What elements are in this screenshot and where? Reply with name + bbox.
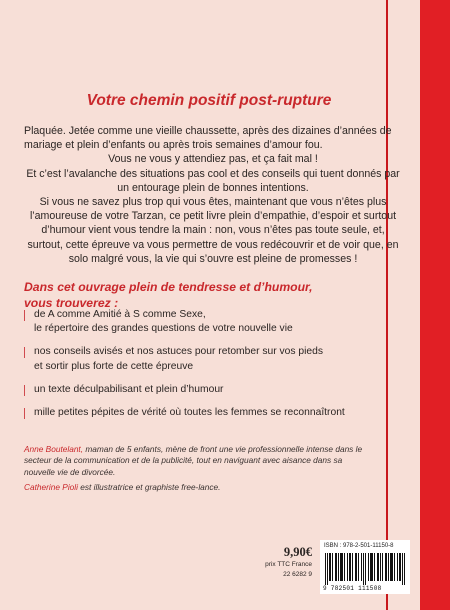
price-note: prix TTC France [265,561,312,568]
intro-paragraph-4: Si vous ne savez plus trop qui vous êtes, maintenant que vous n’êtes plus l’amoureuse de votre Tarzan, ce petit livre plein d’empathie, d’espoir et surtout d’humour vient vous tendre la main : non, vous n’êtes pas toute seule, et, surtout, cette épreuve va vous permettre de vous redécouvrir et de voir que, en solo malgré vous, la vie qui s’ouvre est pleine de promesses ! [27,196,399,265]
barcode-digits: 9 782501 111508 [323,585,382,592]
red-spine [420,0,450,610]
illustrator-bio [24,482,364,493]
section-subtitle [24,279,384,311]
author-name: Anne Boutelant, [24,444,84,454]
subtitle-line-2: vous trouverez : [24,296,119,310]
illustrator-name: Catherine Pioli [24,482,78,493]
intro-paragraph-3: Et c’est l’avalanche des situations pas cool et des conseils qui tuent donnés par un entourage plein de bonnes intentions. [26,167,400,194]
barcode-icon [324,553,406,585]
subtitle-line-1: Dans cet ouvrage plein de tendresse et d’humour, [24,280,313,294]
list-item-line: et sortir plus forte de cette épreuve [34,360,194,372]
isbn-label: ISBN : 978-2-501-11150-8 [324,543,394,549]
author-bio-text: maman de 5 enfants, mène de front une vie professionnelle intense dans le secteur de la communication et de la publicité, tout en naviguant avec aisance dans sa nouvelle vie de divorcée. [24,444,363,477]
barcode-box [320,540,410,594]
list-item-line: mille petites pépites de vérité où toutes les femmes se reconnaîtront [34,407,345,419]
intro-text [24,124,402,266]
list-item-line: nos conseils avisés et nos astuces pour retomber sur vos pieds [34,346,324,358]
product-reference: 22 6282 9 [283,571,312,578]
feature-list [24,308,402,429]
author-bios [24,444,364,498]
list-item [24,345,402,373]
list-item-line: un texte déculpabilisant et plein d’humour [34,383,224,395]
list-item-line: le répertoire des grandes questions de votre nouvelle vie [34,323,293,335]
page-title: Votre chemin positif post-rupture [86,92,332,109]
price: 9,90€ [283,545,312,559]
illustrator-bio-text: est illustratrice et graphiste free-lance. [77,482,221,493]
intro-paragraph-1: Plaquée. Jetée comme une vieille chaussette, après des dizaines d’années de mariage et plein d’enfants ou après trois semaines d’amour fou. [24,125,392,152]
list-item [24,383,402,397]
list-item [24,406,402,420]
intro-paragraph-2: Vous ne vous y attendiez pas, et ça fait mal ! [108,153,318,166]
list-item-line: de A comme Amitié à S comme Sexe, [34,309,206,320]
author-bio [24,444,364,478]
list-item [24,308,402,336]
price-block [252,545,312,578]
